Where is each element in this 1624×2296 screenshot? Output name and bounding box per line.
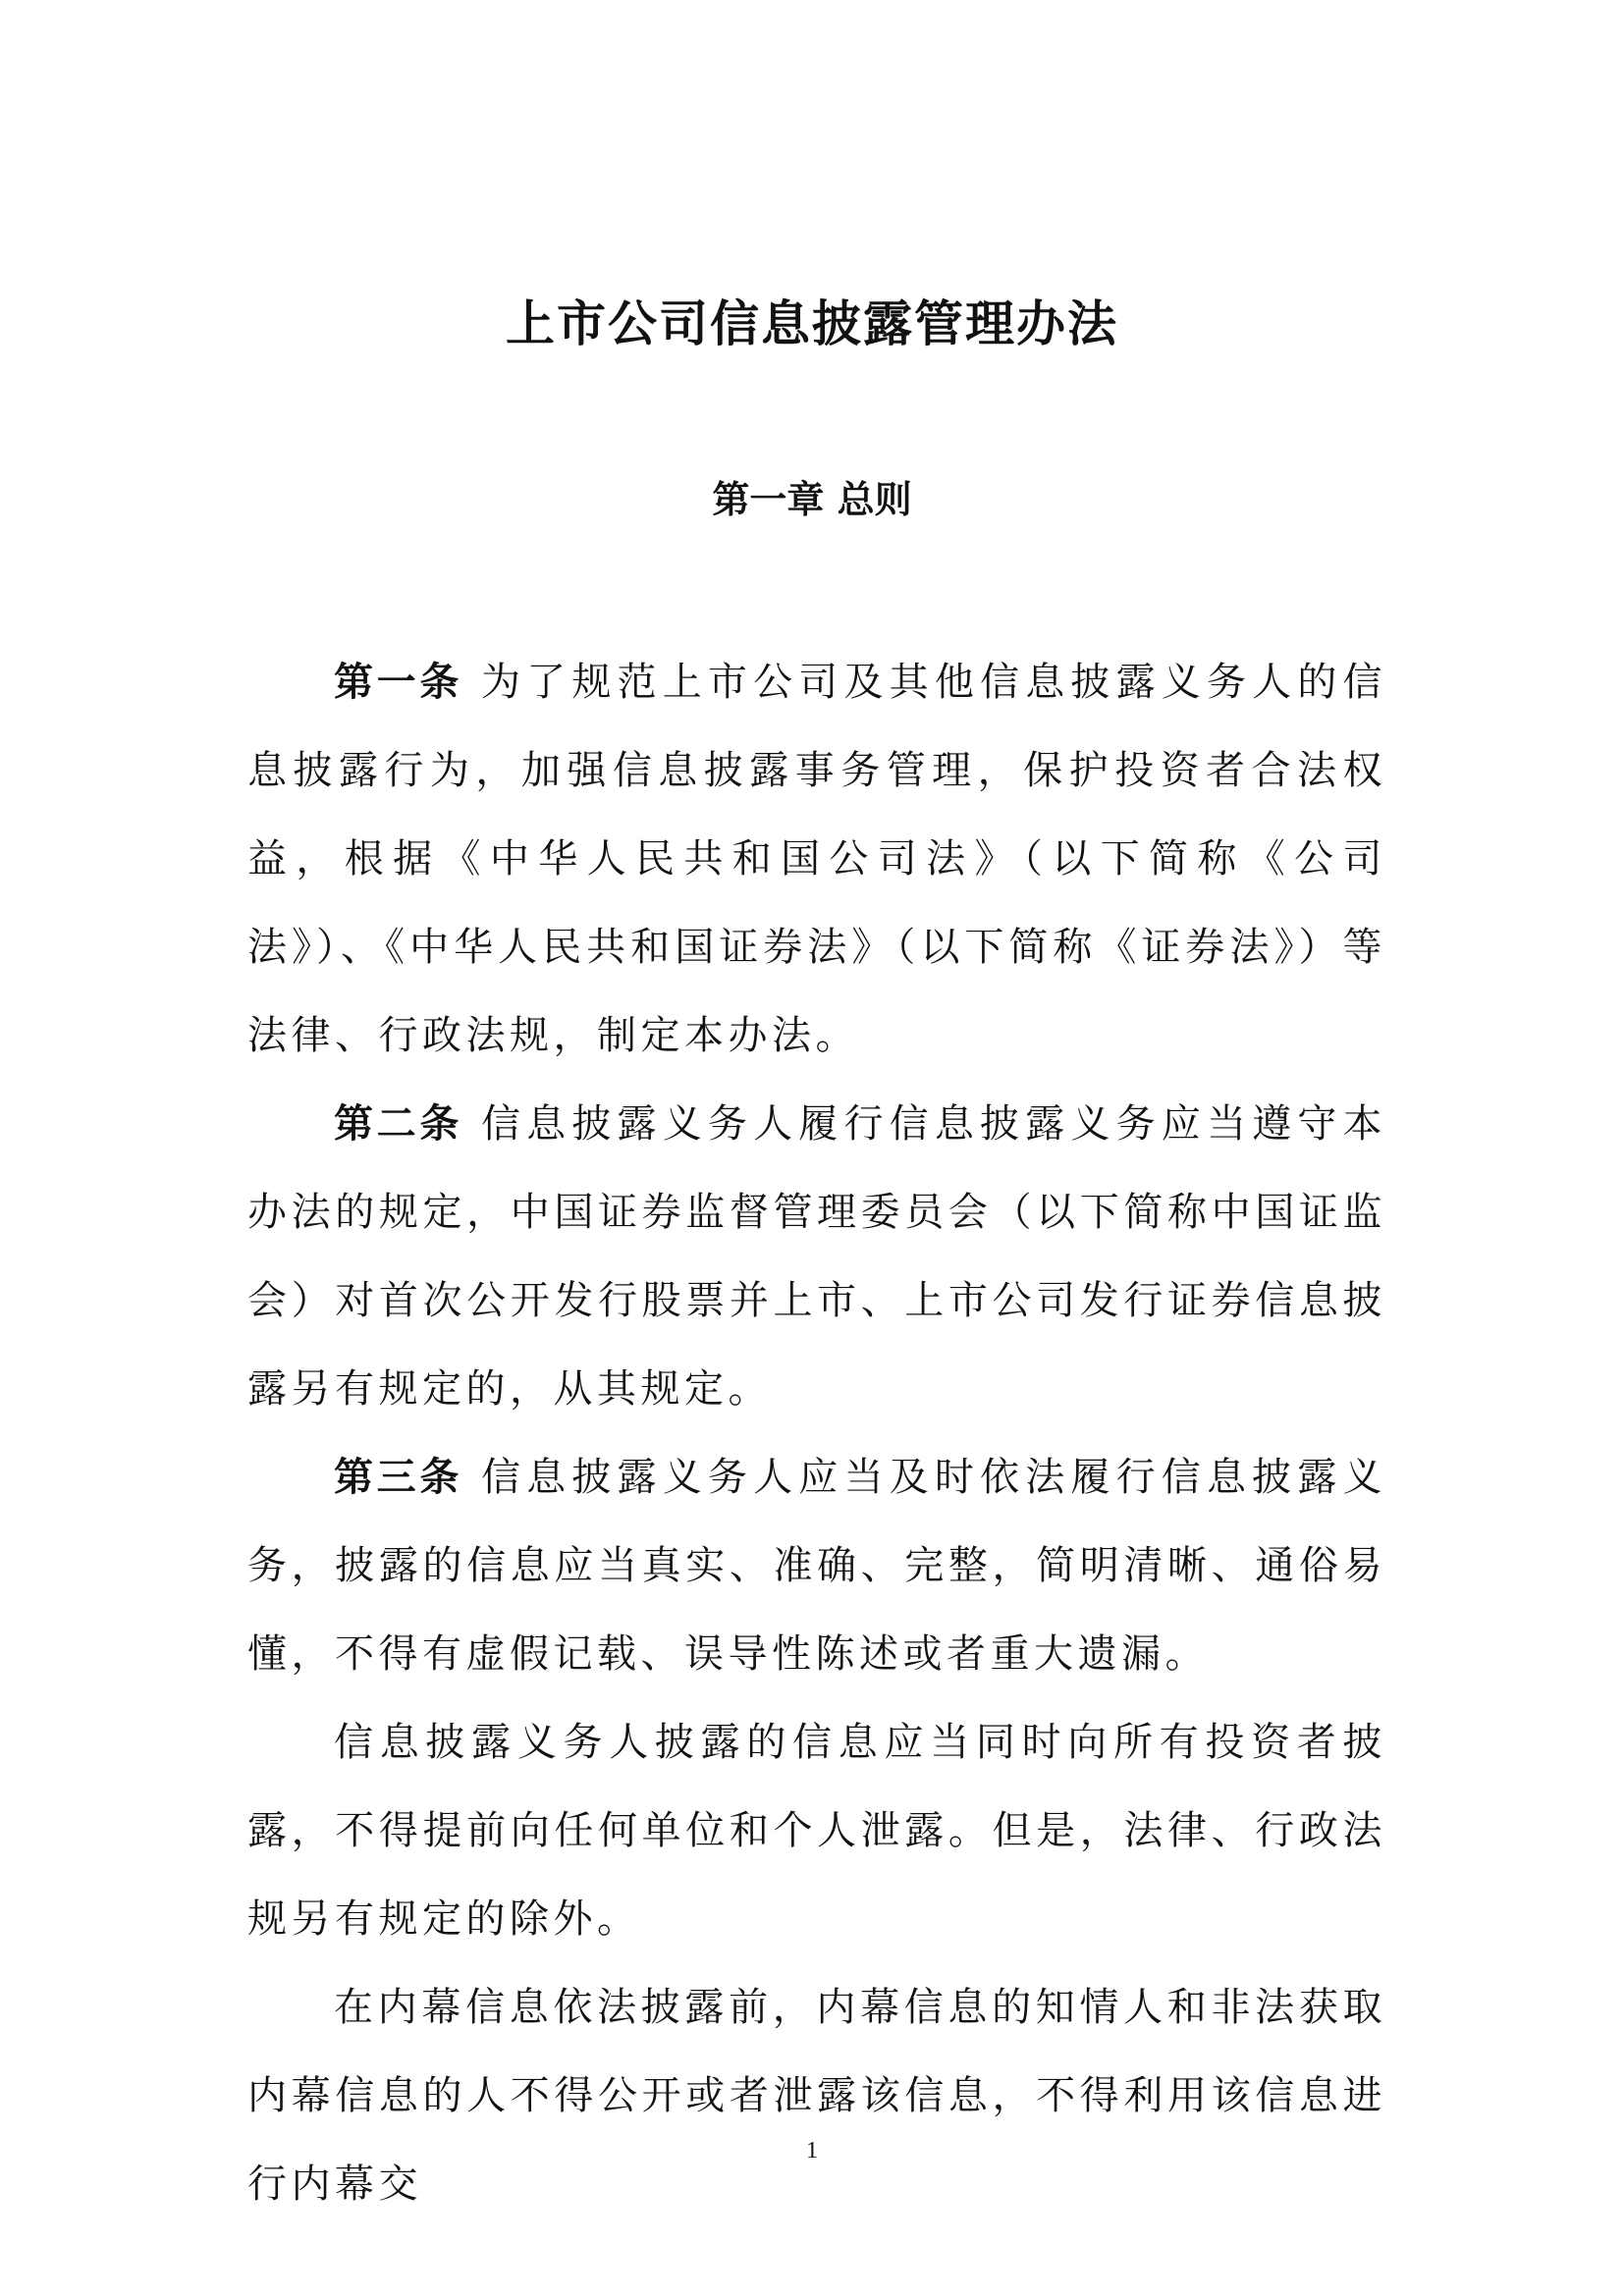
article-3-label: 第三条 (334, 1455, 463, 1500)
article-3-paragraph-3: 在内幕信息依法披露前，内幕信息的知情人和非法获取内幕信息的人不得公开或者泄露该信息，不得利用该信息进行内幕交 (247, 1985, 1386, 2207)
page-number: 1 (806, 2138, 818, 2163)
article-1-paragraph (247, 638, 1386, 1080)
document-title: 上市公司信息披露管理办法 (506, 294, 1118, 352)
document-body (247, 638, 1386, 2228)
chapter-heading: 第一章 总则 (712, 478, 912, 521)
article-3-paragraph-2: 信息披露义务人披露的信息应当同时向所有投资者披露，不得提前向任何单位和个人泄露。但是，法律、行政法规另有规定的除外。 (247, 1720, 1386, 1942)
article-2-paragraph (247, 1080, 1386, 1433)
article-1-text: 为了规范上市公司及其他信息披露义务人的信息披露行为，加强信息披露事务管理，保护投资者合法权益，根据《中华人民共和国公司法》（以下简称《公司法》）、《中华人民共和国证券法》（以下简称《证券法》）等法律、行政法规，制定本办法。 (247, 660, 1386, 1058)
article-2-text: 信息披露义务人履行信息披露义务应当遵守本办法的规定，中国证券监督管理委员会（以下简称中国证监会）对首次公开发行股票并上市、上市公司发行证券信息披露另有规定的，从其规定。 (247, 1101, 1386, 1412)
article-2-label: 第二条 (334, 1101, 463, 1147)
article-3-text: 信息披露义务人应当及时依法履行信息披露义务，披露的信息应当真实、准确、完整，简明清晰、通俗易懂，不得有虚假记载、误导性陈述或者重大遗漏。 (247, 1455, 1386, 1677)
article-1-label: 第一条 (334, 660, 463, 705)
article-3-paragraph (247, 1433, 1386, 1698)
